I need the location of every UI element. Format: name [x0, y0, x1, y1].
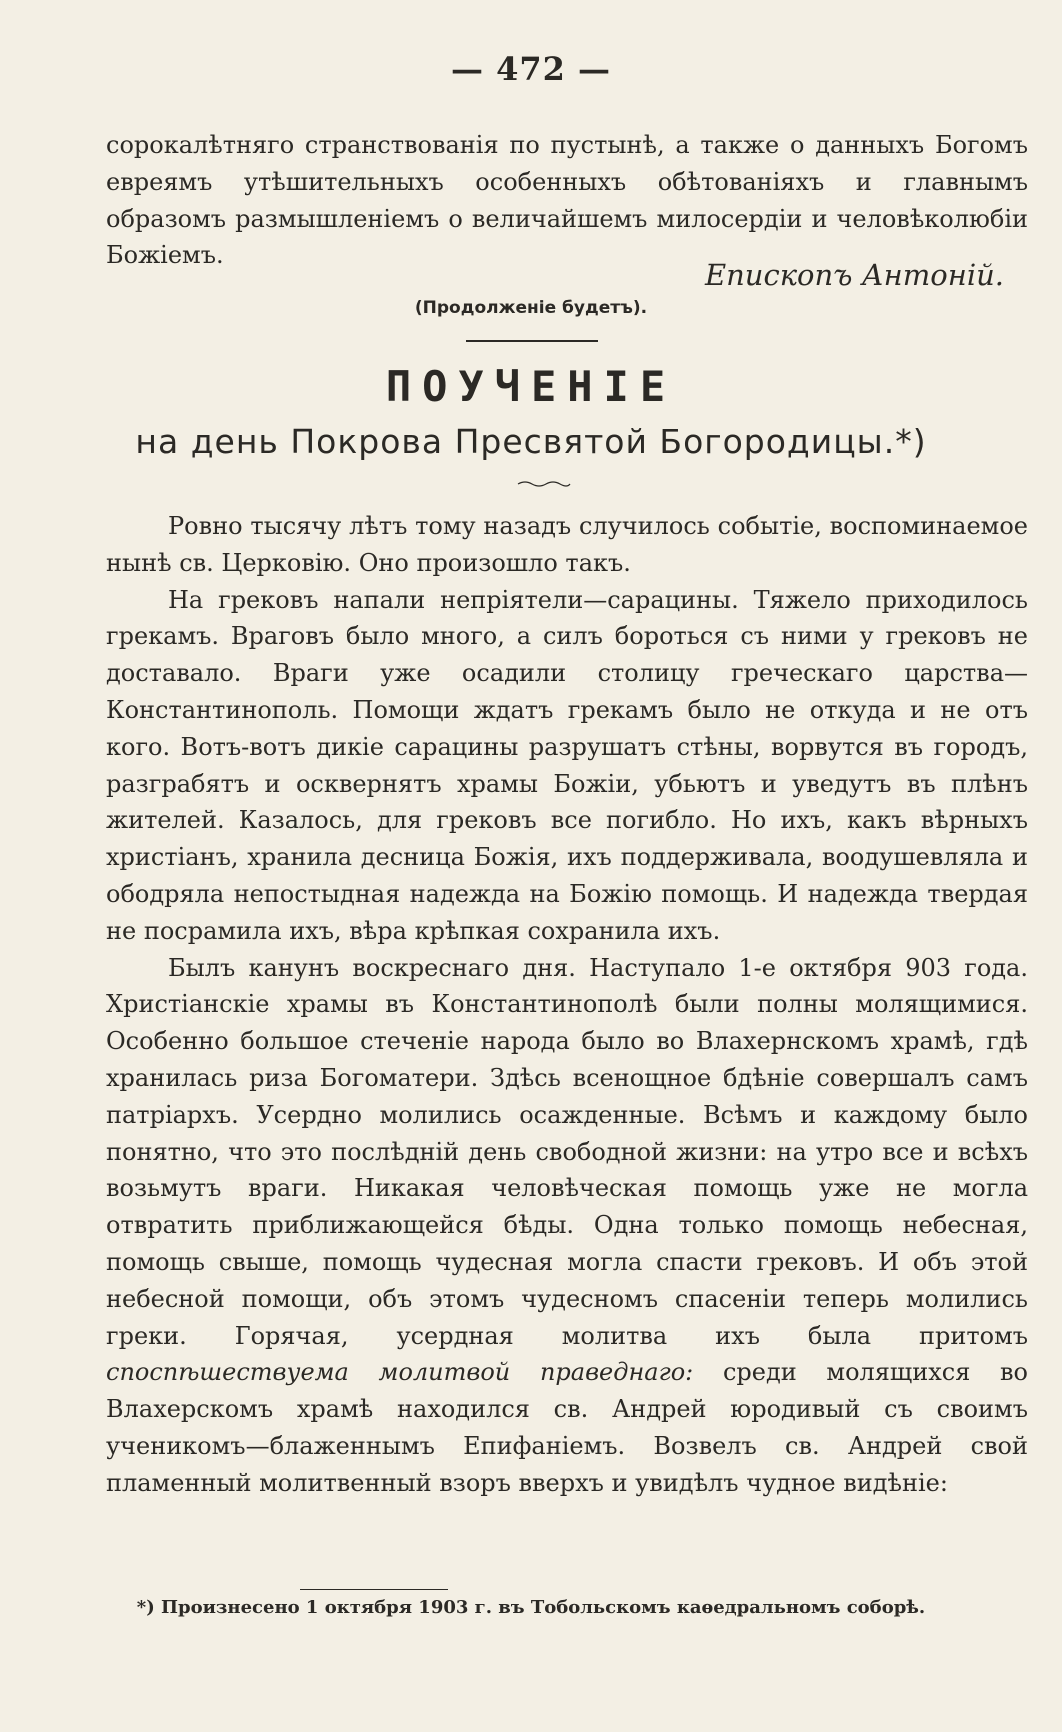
- paragraph-2: На грековъ напали непріятели—сарацины. Тяжело приходилось грекамъ. Враговъ было много, а силъ бороться съ ними у грековъ не доставало. Враги уже осадили столицу греческаго царства—Константинополь. Помощи ждатъ грекамъ было не откуда и не отъ кого. Вотъ-вотъ дикіе сарацины разрушатъ стѣны, ворвутся въ городъ, разграбятъ и осквернятъ храмы Божіи, убьютъ и уведутъ въ плѣнъ жителей. Казалось, для грековъ все погибло. Но ихъ, какъ вѣрныхъ христіанъ, хранила десница Божія, ихъ поддерживала, воодушевляла и ободряла непостыдная надежда на Божію помощь. И надежда твердая не посрамила ихъ, вѣра крѣпкая сохранила ихъ.: [106, 585, 1028, 945]
- sermon-subtitle: на день Покрова Пресвятой Богородицы.*): [135, 422, 927, 461]
- paragraph-3-emphasis: споспѣшествуема молитвой праведнаго:: [106, 1358, 694, 1387]
- sermon-body: [106, 508, 1028, 1502]
- footnote: *) Произнесено 1 октября 1903 г. въ Тобольскомъ каѳедральномъ соборѣ.: [136, 1597, 926, 1618]
- previous-article-ending: [106, 127, 1028, 274]
- decorative-swash: [516, 480, 572, 488]
- sermon-title: ПОУЧЕНІЕ: [385, 362, 677, 411]
- paragraph-3-text-start: Былъ канунъ воскреснаго дня. Наступало 1-е октября 903 года. Христіанскіе храмы въ Константинополѣ были полны молящимися. Особенно большое стеченіе народа было во Влахернскомъ храмѣ, гдѣ хранилась риза Богоматери. Здѣсь всенощное бдѣніе совершалъ самъ патріархъ. Усердно молились осажденные. Всѣмъ и каждому было понятно, что это послѣдній день свободной жизни: на утро все и всѣхъ возьмутъ враги. Никакая человѣческая помощь уже не могла отвратить приближающейся бѣды. Одна только помощь небесная, помощь свыше, помощь чудесная могла спасти грековъ. И объ этой небесной помощи, объ этомъ чудесномъ спасеніи теперь молились греки. Горячая, усердная молитва ихъ была притомъ: [106, 953, 1028, 1350]
- section-divider: [466, 340, 598, 342]
- continued-note: (Продолженіе будетъ).: [414, 298, 648, 318]
- top-paragraph: сорокалѣтняго странствованія по пустынѣ, а также о данныхъ Богомъ евреямъ утѣшительныхъ особенныхъ обѣтованіяхъ и главнымъ образомъ размышленіемъ о величайшемъ милосердіи и человѣколюбіи Божіемъ.: [106, 131, 1028, 270]
- paragraph-3: [106, 950, 1028, 1502]
- paragraph-3-text-end: среди молящихся во Влахерскомъ храмѣ находился св. Андрей юродивый съ своимъ ученикомъ—блаженнымъ Епифаніемъ. Возвелъ св. Андрей свой пламенный молитвенный взоръ вверхъ и увидѣлъ чудное видѣніе:: [106, 1358, 1028, 1497]
- page-number: — 472 —: [450, 50, 612, 88]
- author-signature: Епископъ Антоній.: [704, 258, 1004, 292]
- paragraph-1: Ровно тысячу лѣтъ тому назадъ случилось событіе, воспоминаемое нынѣ св. Церковію. Оно произошло такъ.: [106, 512, 1028, 577]
- footnote-divider: [300, 1589, 448, 1590]
